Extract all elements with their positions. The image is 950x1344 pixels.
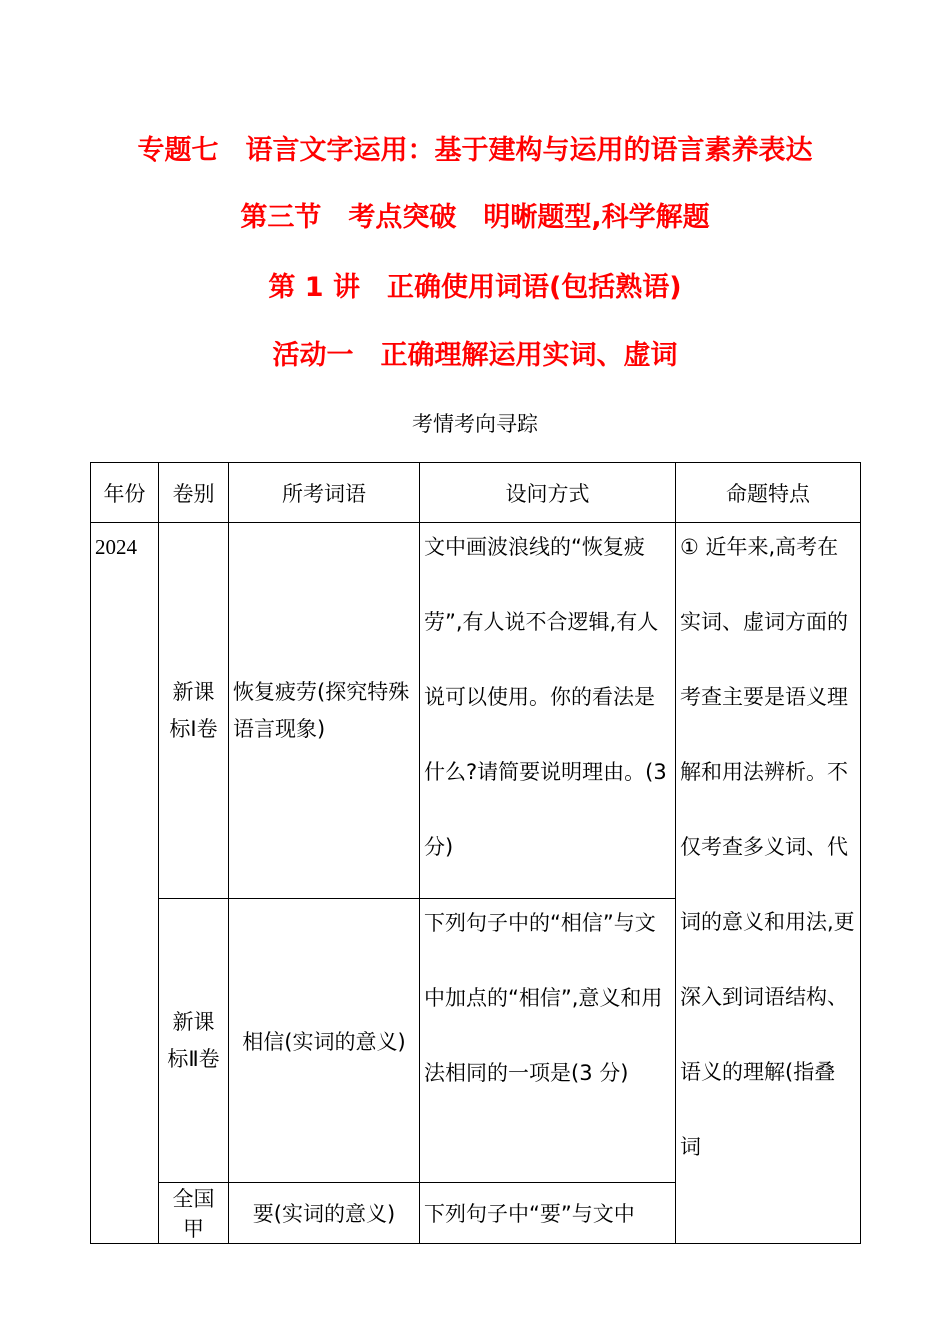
question-text: 下列句子中的“相信”与文中加点的“相信”,意义和用法相同的一项是(3 分) xyxy=(424,911,663,1085)
header-paper: 卷别 xyxy=(159,463,229,523)
table-caption: 考情考向寻踪 xyxy=(412,412,538,436)
header-year: 年份 xyxy=(91,463,159,523)
section-title: 第三节 考点突破 明晰题型,科学解题 xyxy=(240,202,710,233)
question-cell xyxy=(420,899,676,1183)
table-row xyxy=(91,523,861,899)
header-term: 所考词语 xyxy=(229,463,420,523)
question-cell xyxy=(420,523,676,899)
term-cell: 恢复疲劳(探究特殊语言现象) xyxy=(229,523,420,899)
lecture-title: 第 1 讲 正确使用词语(包括熟语) xyxy=(268,272,682,303)
year-cell: 2024 xyxy=(91,523,159,1244)
header-question: 设问方式 xyxy=(420,463,676,523)
paper-cell: 新课标Ⅰ卷 xyxy=(159,523,229,899)
paper-cell: 新课标Ⅱ卷 xyxy=(159,899,229,1183)
question-text: 文中画波浪线的“恢复疲劳”,有人说不合逻辑,有人说可以使用。你的看法是什么?请简要说明理由。(3 分) xyxy=(424,535,667,859)
activity-title: 活动一 正确理解运用实词、虚词 xyxy=(272,340,678,371)
question-cell: 下列句子中“要”与文中 xyxy=(420,1183,676,1244)
exam-analysis-table xyxy=(90,462,861,1244)
header-feature: 命题特点 xyxy=(676,463,861,523)
term-cell: 要(实词的意义) xyxy=(229,1183,420,1244)
term-cell: 相信(实词的意义) xyxy=(229,899,420,1183)
feature-text: ① 近年来,高考在实词、虚词方面的考查主要是语义理解和用法辨析。不仅考查多义词、代词的意义和用法,更深入到词语结构、语义的理解(指叠词 xyxy=(680,535,855,1159)
paper-cell: 全国甲 xyxy=(159,1183,229,1244)
topic-title: 专题七 语言文字运用：基于建构与运用的语言素养表达 xyxy=(137,135,813,166)
table-header-row xyxy=(91,463,861,523)
feature-cell xyxy=(676,523,861,1244)
